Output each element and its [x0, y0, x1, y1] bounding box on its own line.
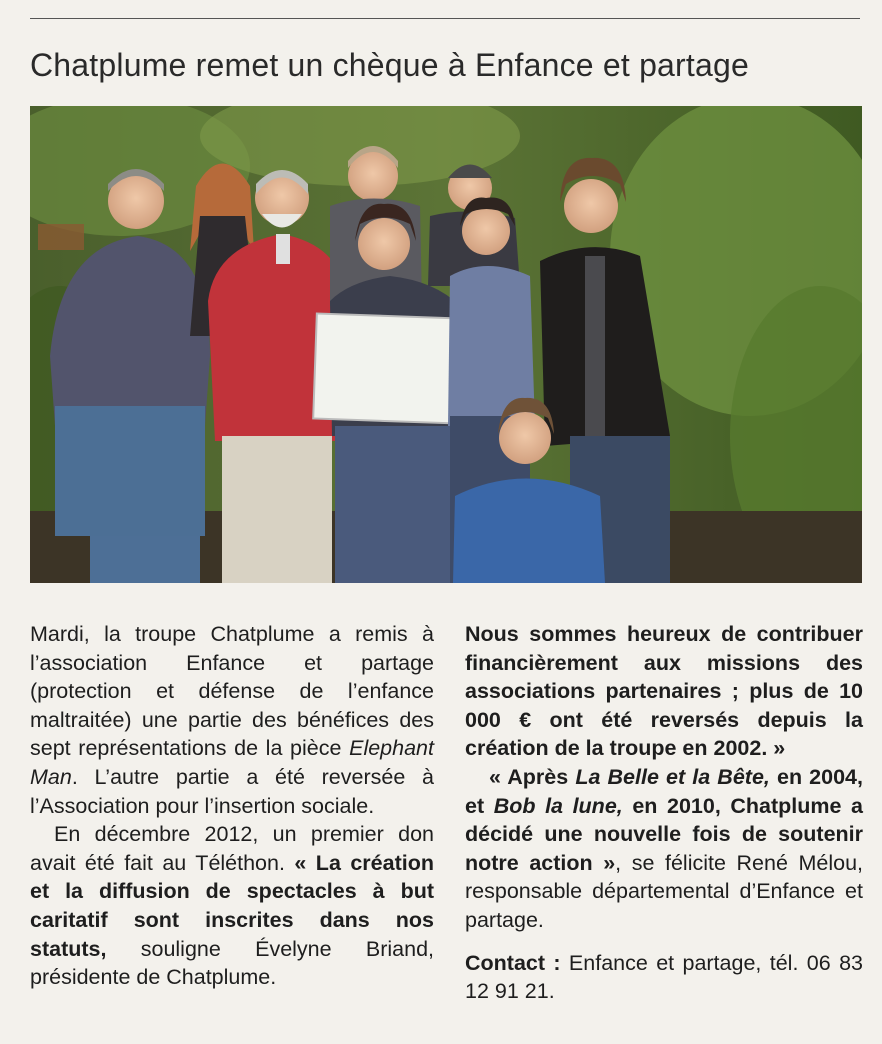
- quote-continued: Nous sommes heureux de contribuer financièrement aux missions des associations partenaires ; plus de 10 000 € ont été reversés depuis la création de la troupe en 2002. »: [465, 622, 863, 761]
- contact-line: [465, 949, 863, 1006]
- quote: « La création et la diffusion de spectacles à but caritatif sont inscrites dans nos statuts,: [30, 850, 434, 961]
- article-column-right: [465, 620, 863, 1006]
- text: Mardi, la troupe Chatplume a remis à l’association Enfance et partage (protection et défense de l’enfance maltraitée) une partie des bénéfices des sept représentations de la pièce: [30, 622, 434, 761]
- text: souligne Évelyne Briand, présidente de Chatplume.: [30, 936, 434, 990]
- paragraph-3: [465, 763, 863, 935]
- group-photo: [30, 106, 862, 583]
- text: , se félicite René Mélou, responsable départemental d’Enfance et partage.: [465, 850, 864, 932]
- play-title: Bob la lune,: [493, 793, 623, 818]
- quote-open: « Après: [489, 764, 576, 789]
- quote-text: en 2004, et: [465, 764, 863, 818]
- quote-text: en 2010, Chatplume a décidé une nouvelle fois de soutenir notre action »: [465, 793, 863, 875]
- paragraph-2: [30, 820, 434, 992]
- article-headline: Chatplume remet un chèque à Enfance et partage: [30, 47, 749, 83]
- paragraph-1: [30, 620, 434, 820]
- text: . L’autre partie a été reversée à l’Association pour l’insertion sociale.: [30, 764, 434, 818]
- article-column-left: [30, 620, 434, 992]
- contact-label: Contact :: [465, 950, 561, 975]
- play-title: Elephant Man: [30, 736, 434, 789]
- play-title: La Belle et la Bête,: [575, 764, 770, 789]
- contact-text: Enfance et partage, tél. 06 83 12 91 21.: [465, 950, 863, 1004]
- text: En décembre 2012, un premier don avait été fait au Téléthon.: [30, 822, 434, 875]
